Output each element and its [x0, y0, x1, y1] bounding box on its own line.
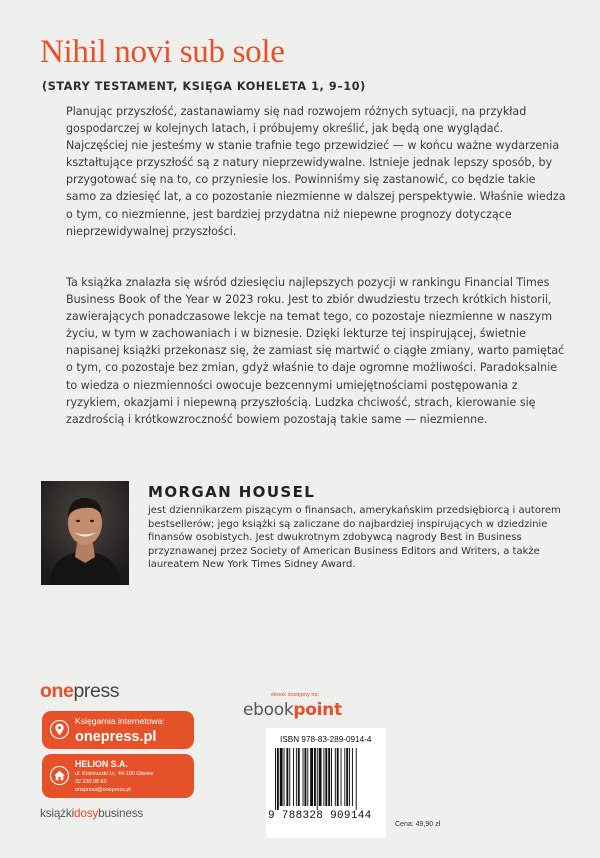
price-label: Cena: 49,90 zł	[395, 821, 441, 828]
barcode-bar	[275, 748, 276, 810]
barcode-bar	[280, 748, 283, 806]
onepress-logo[interactable]	[40, 680, 119, 703]
description-paragraph: Ta książka znalazła się wśród dziesięciu najlepszych pozycji w rankingu Financial Times Business Book of the Year w 2023 roku. Jest to zbiór dwudziestu trzech krótkich historii, zawierających ponadczasowe lekcje na temat tego, co pozostaje niezmienne w naszym życiu, w tym w zachowaniach i w biznesie. Dzięki lekturze tej inspirującej, świetnie napisanej książki przekonasz się, że zamiast się martwić o ciągłe zmiany, warto pamiętać o tym, co pozostaje bez zmian, gdyż właśnie to daje ogromne możliwości. Paradoksalnie to wiedza o niezmienności owocuje bezcennymi umiejętnościami postępowania z ryzykiem, okazjami i niepewną przyszłością. Ludzka chciwość, strach, kierowanie się zazdrością i krótkowzroczność bowiem pozostają takie same — niezmienne.	[66, 276, 565, 426]
barcode-bar	[304, 748, 306, 806]
barcode-bar	[344, 748, 345, 806]
author-bio: jest dziennikarzem piszącym o finansach, amerykańskim przedsiębiorcą i autorem bestsellerów; jego książki są zaliczane do najbardziej inspirujących w dziedzinie finansów osobistych. Jest dwukrotnym zdobywcą nagrody Best in Business przyznawanej przez Society of American Business Editors and Writers, a także laureatem New York Times Sidney Award.	[148, 505, 561, 570]
ebookpoint-logo[interactable]	[243, 700, 342, 720]
series-logo-b: dosy	[74, 806, 99, 820]
barcode-bar	[323, 748, 324, 806]
barcode-bar	[349, 748, 350, 806]
barcode-bar	[346, 748, 348, 806]
publisher-email[interactable]: onepress@onepress.pl	[75, 787, 131, 793]
barcode-bar	[310, 748, 313, 806]
ebook-available-label: ebook dostępny na:	[271, 692, 320, 698]
description-paragraph: Planując przyszłość, zastanawiamy się nad rozwojem różnych sytuacji, na przykład gospodarczej w kolejnych latach, i próbujemy określić, jak będą one wyglądać. Najczęściej nie jesteśmy w stanie trafnie tego przewidzieć — w końcu ważne wydarzenia kształtujące przyszłość są z natury nieprzewidywalne. Istnieje jednak lepszy sposób, by przygotować się na to, co przyniesie los. Powinniśmy się zastanowić, co będzie takie samo za dziesięć lat, a co pozostanie niezmienne w dalszej perspektywie. Właśnie wiedza o tym, co niezmienne, jest bardziej przydatna niż niepewne prognozy dotyczące nieprzewidywalnej przyszłości.	[66, 105, 566, 238]
series-logo	[40, 806, 143, 820]
publisher-address: ul. Kościuszki 1c, 44-100 Gliwice	[75, 771, 154, 777]
barcode	[273, 748, 381, 810]
book-title: Nihil novi sub sole	[40, 34, 285, 70]
barcode-bar	[331, 748, 332, 806]
barcode-bar	[303, 748, 304, 806]
ebookpoint-logo-b: point	[293, 700, 342, 720]
series-logo-c: business	[98, 806, 144, 820]
onepress-logo-suffix: press	[73, 680, 120, 702]
location-pin-icon	[50, 720, 69, 739]
barcode-bar	[293, 748, 294, 806]
bookstore-url[interactable]: onepress.pl	[75, 729, 157, 745]
barcode-bar	[277, 748, 279, 810]
publisher-contact-box	[42, 754, 194, 798]
barcode-digits: 9 788328 909144	[268, 810, 372, 822]
barcode-bar	[352, 748, 353, 806]
bookstore-link-box[interactable]	[42, 711, 194, 749]
barcode-bar	[307, 748, 308, 806]
isbn-text: ISBN 978-83-289-0914-4	[280, 735, 372, 744]
ebookpoint-logo-a: ebook	[243, 700, 294, 720]
barcode-bar	[356, 748, 357, 810]
barcode-bar	[317, 748, 318, 810]
barcode-bar	[284, 748, 285, 806]
series-logo-a: książki	[40, 806, 74, 820]
barcode-bar	[319, 748, 322, 806]
barcode-bar	[325, 748, 327, 806]
barcode-bar	[286, 748, 288, 806]
barcode-bar	[335, 748, 336, 806]
barcode-bar	[328, 748, 330, 806]
publisher-phone: 32 230 98 63	[75, 779, 107, 785]
barcode-bar	[337, 748, 339, 806]
author-photo	[41, 481, 129, 585]
publisher-name: HELION S.A.	[75, 759, 128, 769]
barcode-bar	[298, 748, 300, 806]
barcode-bar	[341, 748, 342, 806]
house-icon	[50, 766, 69, 785]
barcode-bar	[289, 748, 290, 806]
bookstore-label: Księgarnia internetowa:	[75, 716, 165, 726]
author-name: MORGAN HOUSEL	[148, 483, 316, 501]
onepress-logo-prefix: one	[40, 680, 74, 702]
barcode-bar	[296, 748, 297, 806]
book-subtitle: (STARY TESTAMENT, KSIĘGA KOHELETA 1, 9–10)	[42, 80, 366, 93]
barcode-bar	[314, 748, 316, 806]
